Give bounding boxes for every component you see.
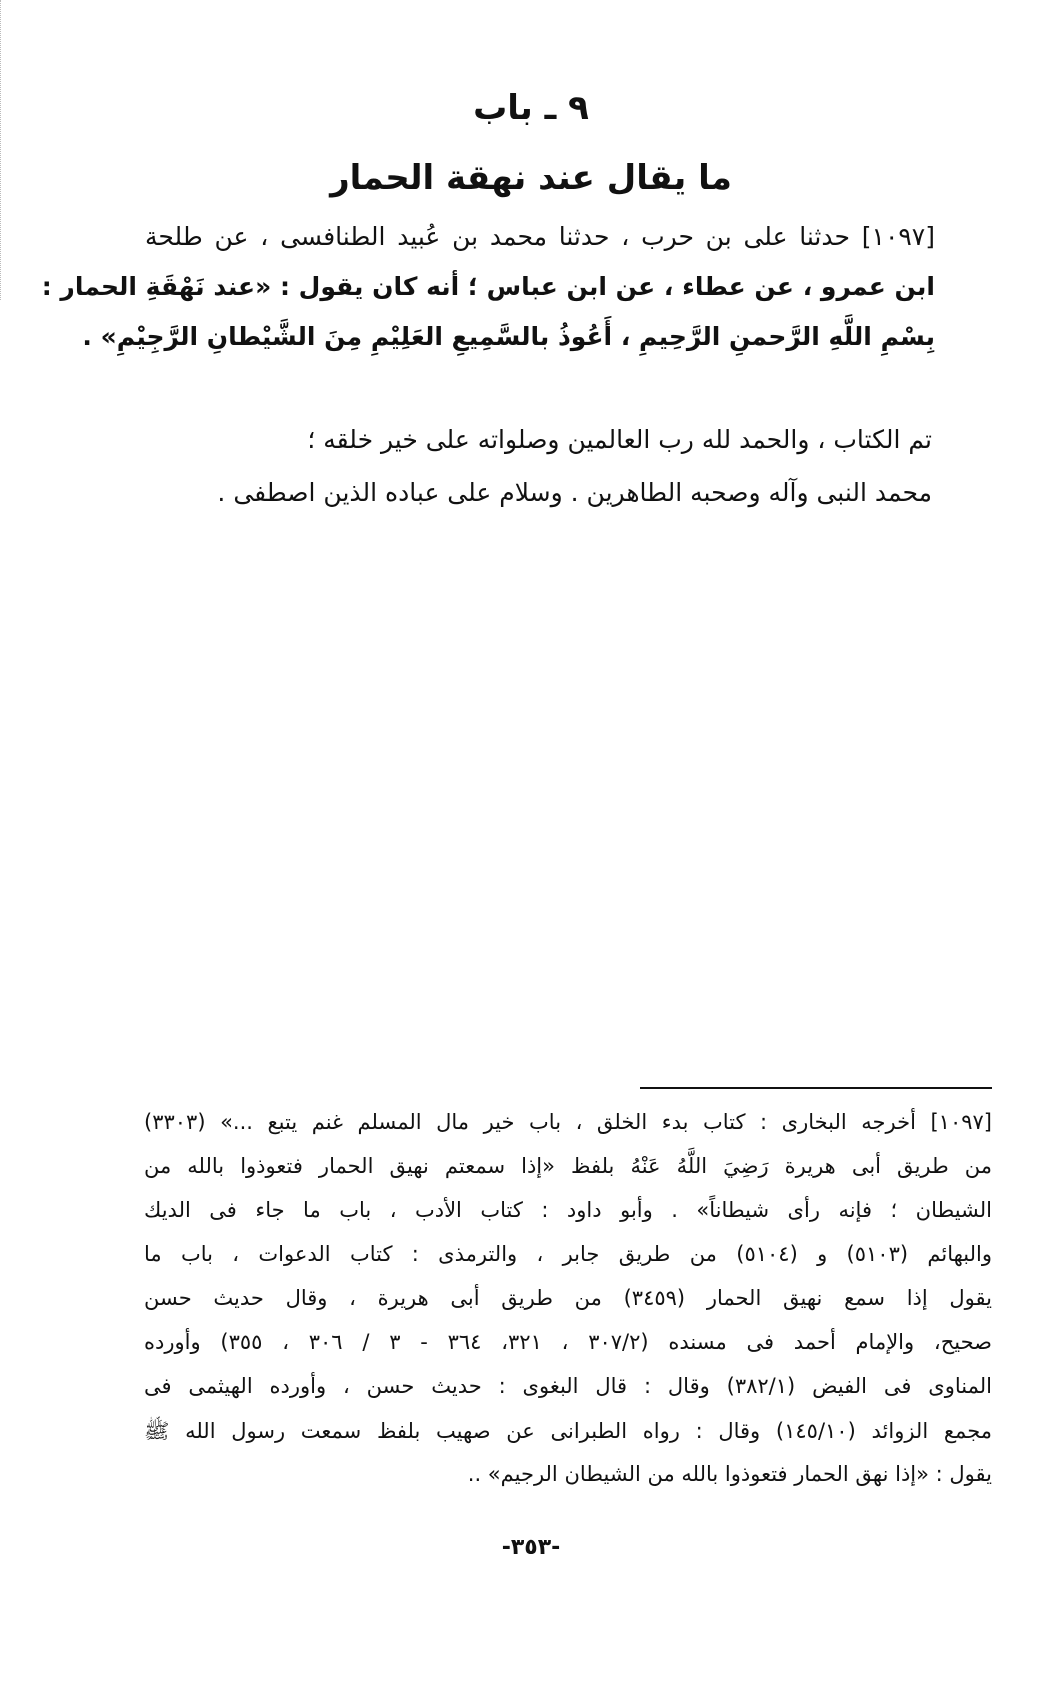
hadith-text [41,222,935,352]
closing-line: تم الكتاب ، والحمد لله رب العالمين وصلواته على خير خلقه ؛ [307,425,932,454]
chapter-title: ما يقال عند نهقة الحمار [330,158,732,198]
footnote-line: والبهائم (٥١٠٣) و (٥١٠٤) من طريق جابر ، والترمذى : كتاب الدعوات ، باب ما [144,1242,992,1266]
footnote-line: من طريق أبى هريرة رَضِيَ اللَّهُ عَنْهُ بلفظ «إذا سمعتم نهيق الحمار فتعوذوا بالله من [144,1154,992,1178]
footnotes [144,1110,992,1520]
closing-line: محمد النبى وآله وصحبه الطاهرين . وسلام على عباده الذين اصطفى . [217,478,932,507]
footnote-line: الشيطان ؛ فإنه رأى شيطاناً» . وأبو داود : كتاب الأدب ، باب ما جاء فى الديك [144,1198,992,1222]
footnote-line: يقول : «إذا نهق الحمار فتعوذوا بالله من الشيطان الرجيم» .. [467,1462,992,1486]
footnote-divider [640,1087,992,1089]
chapter-number: ٩ ـ باب [473,88,589,128]
footnote-line: مجمع الزوائد (١٤٥/١٠) وقال : رواه الطبرانى عن صهيب بلفظ سمعت رسول الله ﷺ [144,1419,992,1443]
hadith-line: [١٠٩٧] حدثنا على بن حرب ، حدثنا محمد بن عُبيد الطنافسى ، عن طلحة [145,222,935,251]
footnote-line: صحيح، والإمام أحمد فى مسنده (٣٠٧/٢ ، ٣٢١، ٣٦٤ - ٣ / ٣٠٦ ، ٣٥٥) وأورده [144,1330,992,1354]
footnote-line: يقول إذا سمع نهيق الحمار (٣٤٥٩) من طريق أبى هريرة ، وقال حديث حسن [144,1286,992,1310]
page-number: -٣٥٣- [501,1535,561,1560]
page-edge-mark [0,0,4,300]
hadith-line: بِسْمِ اللَّهِ الرَّحمنِ الرَّحِيمِ ، أَعُوذُ بالسَّمِيعِ العَلِيْمِ مِنَ الشَّيْطانِ الرَّجِيْمِ» . [82,322,935,351]
hadith-line: ابن عمرو ، عن عطاء ، عن ابن عباس ؛ أنه كان يقول : «عند نَهْقَةِ الحمار : [41,272,935,301]
footnote-line: المناوى فى الفيض (٣٨٢/١) وقال : قال البغوى : حديث حسن ، وأورده الهيثمى فى [144,1374,992,1398]
footnote-line: [١٠٩٧] أخرجه البخارى : كتاب بدء الخلق ، باب خير مال المسلم غنم يتبع ...» (٣٣٠٣) [144,1110,992,1134]
closing-text [150,425,932,525]
